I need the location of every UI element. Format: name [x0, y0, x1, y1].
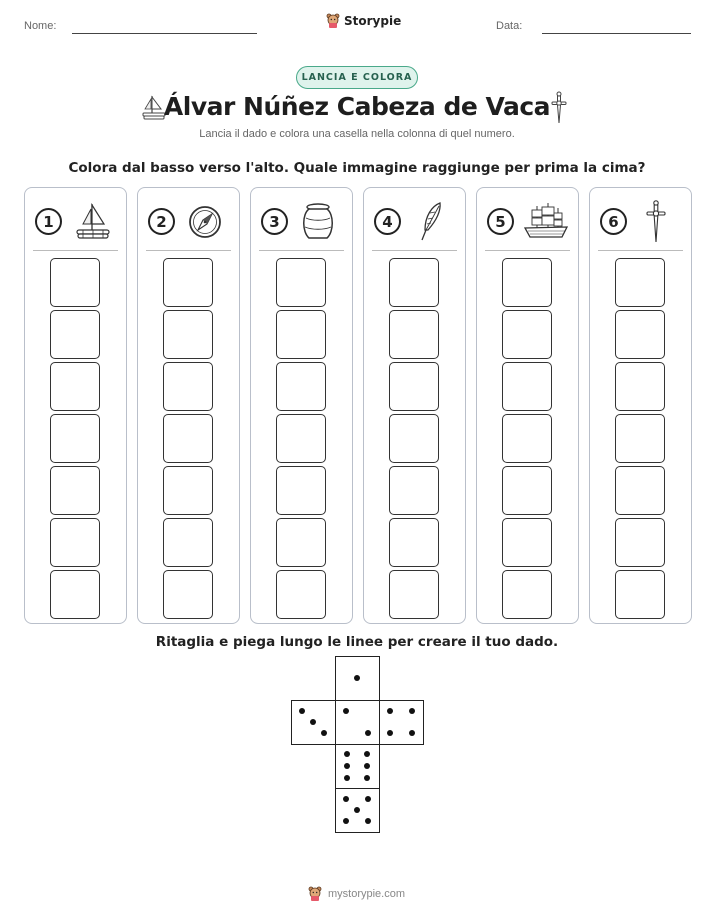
color-cell[interactable]	[276, 414, 326, 463]
color-cell[interactable]	[50, 362, 100, 411]
sword-title-icon	[549, 91, 569, 125]
color-cell[interactable]	[389, 570, 439, 619]
pip	[310, 719, 316, 725]
color-cell[interactable]	[163, 570, 213, 619]
raft-icon	[71, 200, 117, 244]
pip	[343, 796, 349, 802]
color-cell[interactable]	[276, 518, 326, 567]
page-title: Álvar Núñez Cabeza de Vaca	[163, 92, 551, 121]
color-cell[interactable]	[163, 518, 213, 567]
color-cell[interactable]	[163, 310, 213, 359]
pip	[343, 818, 349, 824]
color-cell[interactable]	[502, 570, 552, 619]
name-label: Nome:	[24, 20, 57, 32]
color-cell[interactable]	[502, 466, 552, 515]
column-number: 5	[487, 208, 514, 235]
pip	[409, 730, 415, 736]
color-cell[interactable]	[163, 466, 213, 515]
date-line	[542, 33, 691, 34]
pip	[365, 796, 371, 802]
color-cell[interactable]	[389, 414, 439, 463]
color-cell[interactable]	[502, 310, 552, 359]
color-cell[interactable]	[50, 570, 100, 619]
instruction-top: Colora dal basso verso l'alto. Quale immagine raggiunge per prima la cima?	[68, 160, 646, 176]
pot-icon	[297, 200, 343, 244]
color-cell[interactable]	[389, 362, 439, 411]
color-cell[interactable]	[50, 258, 100, 307]
color-cell[interactable]	[615, 570, 665, 619]
color-cell[interactable]	[502, 258, 552, 307]
column-number: 6	[600, 208, 627, 235]
color-cell[interactable]	[615, 258, 665, 307]
column-divider	[598, 250, 683, 251]
color-cell[interactable]	[163, 258, 213, 307]
pip	[387, 708, 393, 714]
color-cell[interactable]	[389, 466, 439, 515]
pip	[354, 807, 360, 813]
dice-face-4[interactable]	[379, 700, 424, 745]
page-subtitle: Lancia il dado e colora una casella nella colonna di quel numero.	[199, 128, 515, 140]
column-divider	[259, 250, 344, 251]
color-cell[interactable]	[276, 310, 326, 359]
bear-icon	[326, 13, 340, 29]
column-number: 4	[374, 208, 401, 235]
color-cell[interactable]	[615, 466, 665, 515]
dice-face-1[interactable]	[335, 656, 380, 701]
column-number: 3	[261, 208, 288, 235]
color-cell[interactable]	[163, 362, 213, 411]
pip	[321, 730, 327, 736]
color-cell[interactable]	[276, 362, 326, 411]
color-cell[interactable]	[615, 414, 665, 463]
pip	[364, 775, 370, 781]
pip	[365, 730, 371, 736]
column-2	[137, 187, 240, 624]
instruction-bottom: Ritaglia e piega lungo le linee per creare il tuo dado.	[155, 634, 559, 650]
dice-face-6[interactable]	[335, 744, 380, 789]
pip	[344, 775, 350, 781]
column-number: 2	[148, 208, 175, 235]
color-cell[interactable]	[50, 518, 100, 567]
color-cell[interactable]	[502, 518, 552, 567]
dice-face-5[interactable]	[335, 788, 380, 833]
column-divider	[485, 250, 570, 251]
color-cell[interactable]	[389, 518, 439, 567]
color-cell[interactable]	[276, 570, 326, 619]
color-cell[interactable]	[50, 310, 100, 359]
column-6	[589, 187, 692, 624]
pip	[364, 751, 370, 757]
color-cell[interactable]	[615, 310, 665, 359]
column-4	[363, 187, 466, 624]
column-number: 1	[35, 208, 62, 235]
brand-logo	[326, 13, 401, 29]
color-cell[interactable]	[615, 362, 665, 411]
pip	[344, 751, 350, 757]
color-cell[interactable]	[50, 466, 100, 515]
pip	[364, 763, 370, 769]
pip	[344, 763, 350, 769]
color-cell[interactable]	[50, 414, 100, 463]
pip	[387, 730, 393, 736]
column-1	[24, 187, 127, 624]
dice-face-2[interactable]	[335, 700, 380, 745]
column-divider	[372, 250, 457, 251]
date-label: Data:	[496, 20, 523, 32]
footer	[308, 886, 405, 902]
dice-face-3[interactable]	[291, 700, 336, 745]
color-cell[interactable]	[502, 362, 552, 411]
color-cell[interactable]	[389, 310, 439, 359]
name-line	[72, 33, 257, 34]
pip	[299, 708, 305, 714]
footer-url: mystorypie.com	[328, 888, 406, 900]
color-cell[interactable]	[276, 258, 326, 307]
activity-badge: LANCIA E COLORA	[296, 66, 418, 89]
color-cell[interactable]	[389, 258, 439, 307]
column-3	[250, 187, 353, 624]
sword-icon	[636, 200, 682, 244]
column-divider	[33, 250, 118, 251]
bear-icon	[308, 886, 322, 902]
color-cell[interactable]	[615, 518, 665, 567]
compass-icon	[184, 200, 230, 244]
color-cell[interactable]	[502, 414, 552, 463]
pip	[343, 708, 349, 714]
ship-icon	[523, 200, 569, 244]
pip	[354, 675, 360, 681]
column-5	[476, 187, 579, 624]
feather-icon	[410, 200, 456, 244]
pip	[365, 818, 371, 824]
color-cell[interactable]	[276, 466, 326, 515]
color-cell[interactable]	[163, 414, 213, 463]
column-divider	[146, 250, 231, 251]
pip	[409, 708, 415, 714]
brand-name: Storypie	[344, 14, 402, 28]
